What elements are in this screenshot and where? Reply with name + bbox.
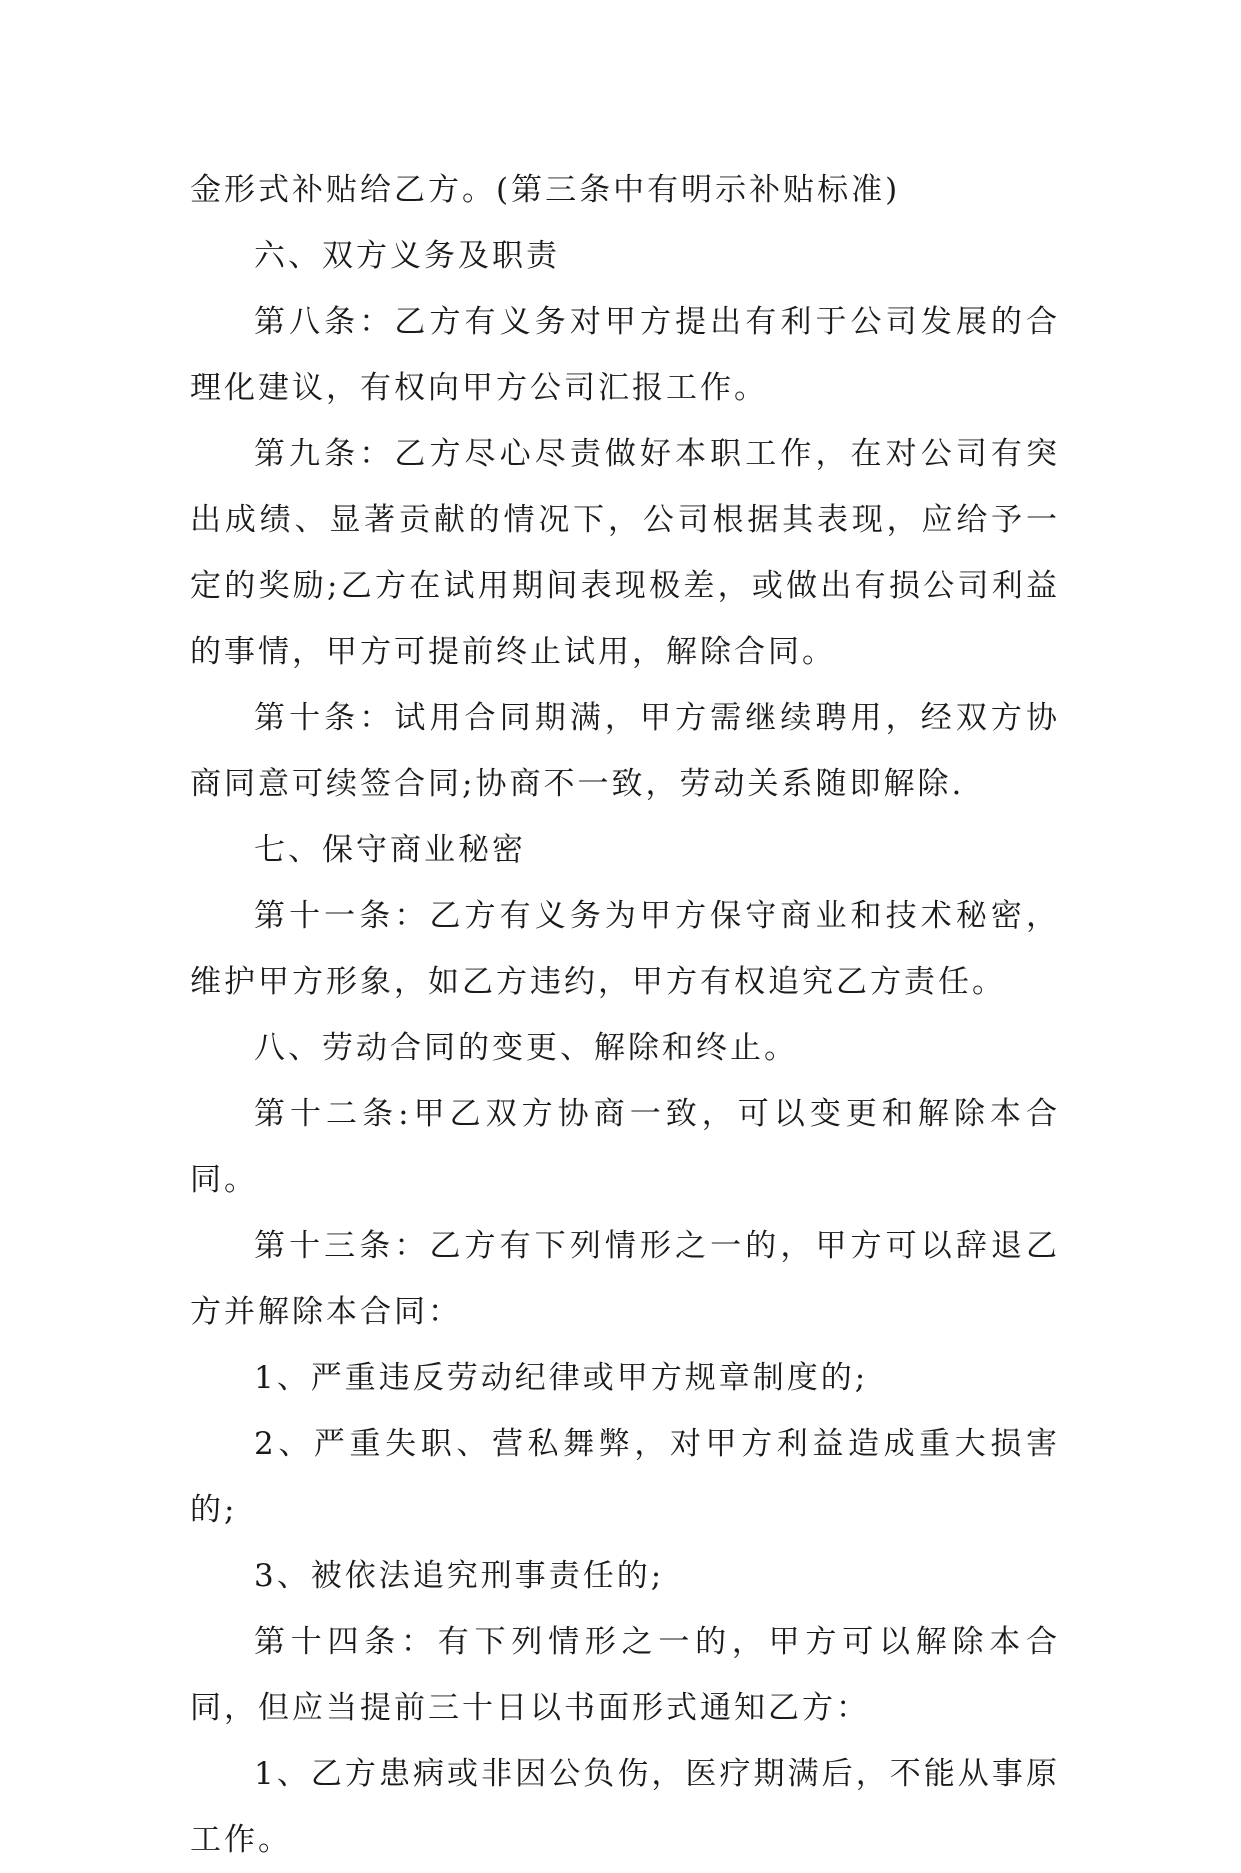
- section-heading-obligations: 六、双方义务及职责: [254, 238, 560, 274]
- document-body: [190, 157, 1060, 1873]
- article-13-item-2: 2、严重失职、营私舞弊，对甲方利益造成重大损害的;: [190, 1426, 1060, 1528]
- article-13-item-3: 3、被依法追究刑事责任的;: [254, 1558, 665, 1594]
- section-heading-trade-secrets: 七、保守商业秘密: [254, 832, 526, 868]
- article-14: 第十四条：有下列情形之一的，甲方可以解除本合同，但应当提前三十日以书面形式通知乙方：: [190, 1624, 1060, 1726]
- article-8: 第八条：乙方有义务对甲方提出有利于公司发展的合理化建议，有权向甲方公司汇报工作。: [190, 304, 1060, 406]
- article-11: 第十一条：乙方有义务为甲方保守商业和技术秘密，维护甲方形象，如乙方违约，甲方有权追究乙方责任。: [190, 898, 1060, 1000]
- article-14-item-1: 1、乙方患病或非因公负伤，医疗期满后，不能从事原工作。: [190, 1756, 1060, 1858]
- article-13: 第十三条：乙方有下列情形之一的，甲方可以辞退乙方并解除本合同：: [190, 1228, 1060, 1330]
- paragraph-subsidy-continuation: 金形式补贴给乙方。(第三条中有明示补贴标准): [190, 172, 901, 208]
- article-13-item-1: 1、严重违反劳动纪律或甲方规章制度的;: [254, 1360, 869, 1396]
- section-heading-contract-change: 八、劳动合同的变更、解除和终止。: [254, 1030, 798, 1066]
- article-12: 第十二条:甲乙双方协商一致，可以变更和解除本合同。: [190, 1096, 1060, 1198]
- article-10: 第十条：试用合同期满，甲方需继续聘用，经双方协商同意可续签合同;协商不一致，劳动关系随即解除.: [190, 700, 1060, 802]
- article-9: 第九条：乙方尽心尽责做好本职工作，在对公司有突出成绩、显著贡献的情况下，公司根据其表现，应给予一定的奖励;乙方在试用期间表现极差，或做出有损公司利益的事情，甲方可提前终止试用，解除合同。: [190, 436, 1060, 670]
